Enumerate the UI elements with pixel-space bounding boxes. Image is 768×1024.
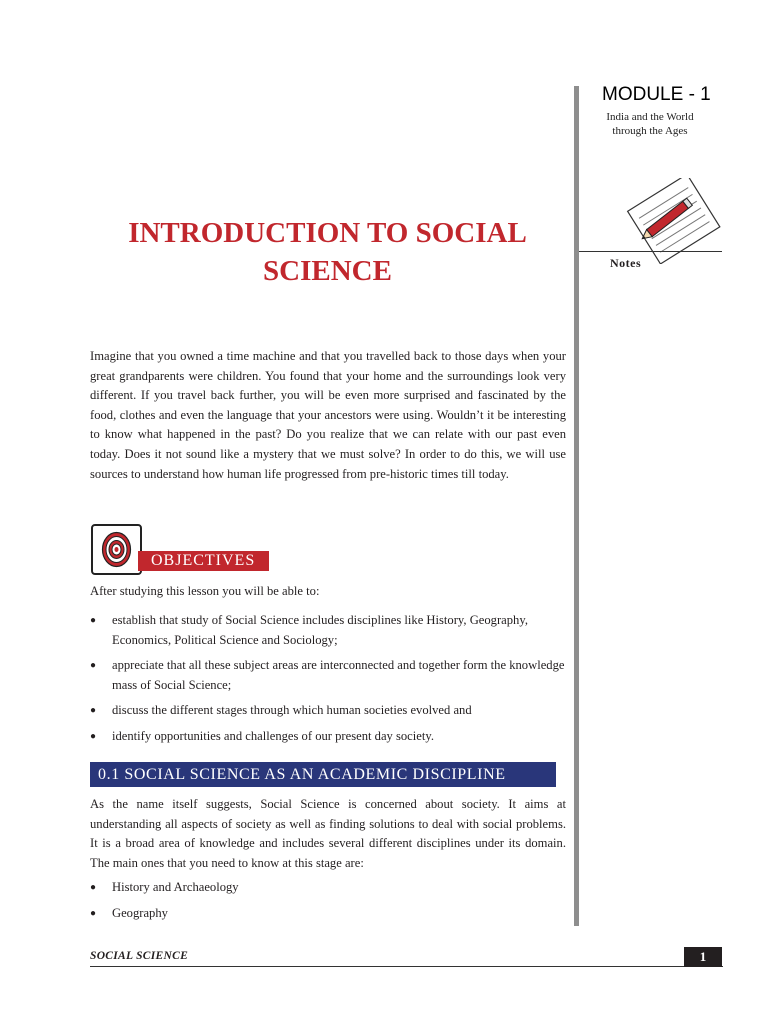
page-number: 1: [684, 947, 722, 967]
objectives-label: OBJECTIVES: [151, 552, 256, 569]
module-subtitle-line2: through the Ages: [612, 125, 688, 137]
objective-item: ● appreciate that all these subject areas are interconnected and together form the knowledge mass of Social Science;: [90, 656, 566, 695]
section-heading: 0.1 SOCIAL SCIENCE AS AN ACADEMIC DISCIPLINE: [98, 766, 506, 783]
intro-paragraph: Imagine that you owned a time machine and that you travelled back to those days when your great grandparents were children. You found that your home and the surroundings look very different. If you travel back further, you will be even more surprised and fascinated by the food, clothes and even the language that your ancestors were using. Wouldn’t it be interesting to know what happened in the past? Do you realize that we can relate with our past even today. Does it not sound like a mystery that we must solve? In order to do this, we will use sources to understand how human life progressed from pre-historic times till today.: [90, 349, 566, 481]
margin-rule: [574, 86, 579, 926]
module-subtitle-line1: India and the World: [606, 111, 694, 123]
disciplines-list: [90, 878, 566, 929]
chapter-title: [90, 214, 565, 290]
footer-divider: [90, 966, 723, 967]
section-paragraph: As the name itself suggests, Social Science is concerned about society. It aims at understanding all aspects of society as well as finding solutions to deal with social problems. It is a broad area of knowledge and includes several different disciplines under its domain. The main ones that you need to know at this stage are:: [90, 797, 566, 870]
module-subtitle: [586, 110, 714, 138]
target-icon: [91, 524, 142, 575]
footer-subject: SOCIAL SCIENCE: [90, 950, 189, 962]
chapter-title-line1: INTRODUCTION TO SOCIAL: [128, 217, 527, 249]
chapter-title-line2: SCIENCE: [263, 255, 392, 287]
objective-item: ● identify opportunities and challenges of our present day society.: [90, 727, 566, 747]
notes-divider: [579, 251, 722, 252]
objectives-list: [90, 611, 566, 752]
module-title: MODULE - 1: [602, 84, 711, 105]
objective-item: ● discuss the different stages through which human societies evolved and: [90, 701, 566, 721]
objective-item: ● establish that study of Social Science includes disciplines like History, Geography, Economics, Political Science and Sociology;: [90, 611, 566, 650]
discipline-item: ● History and Archaeology: [90, 878, 566, 898]
notes-label: Notes: [610, 256, 642, 270]
discipline-item: ● Geography: [90, 904, 566, 924]
objectives-intro: After studying this lesson you will be able to:: [90, 584, 320, 598]
